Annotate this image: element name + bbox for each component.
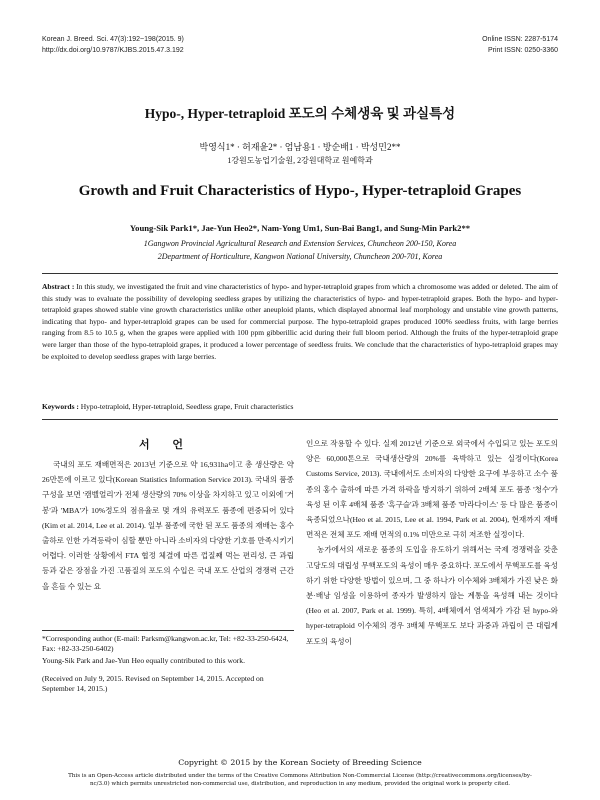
section-heading-introduction: 서 언 bbox=[138, 439, 193, 451]
intro-paragraph-1: 국내의 포도 재배면적은 2013년 기준으로 약 16,931ha이고 총 생산량은 약 26만톤에 이르고 있다(Korean Statistics Information Service 2013). 국내의 품종 구성을 보면 '캠벨얼리'가 전체 생산량의 70% 이상을 차지하고 있고 이외에 '거봉'과 'MBA'가 10%정도의 점유율로 몇 개의 유력포도 품종에 편중되어 있다(Kim et al. 2014, Lee et al. 2014). 일부 품종에 국한 된 포도 품종의 재배는 홍수출하로 인한 가격등락이 심할 뿐만 아니라 소비자의 다양한 기호를 만족시키기 어렵다. 이러한 상황에서 FTA 협정 체결에 따른 껍질째 먹는 편리성, 큰 과립 등과 같은 장점을 가진 고품질의 포도의 수입은 국내 포도 산업의 경쟁력 근간을 흔들 수 있는 요 bbox=[42, 460, 294, 591]
abstract-bottom-rule bbox=[42, 419, 558, 420]
english-authors: Young-Sik Park1*, Jae-Yun Heo2*, Nam-Yong Um1, Sun-Bai Bang1, and Sung-Min Park2** bbox=[129, 223, 471, 233]
footnote-rule bbox=[42, 630, 294, 631]
equal-contribution-note: Young-Sik Park and Jae-Yun Heo equally contributed to this work. bbox=[42, 656, 245, 665]
license-text: This is an Open-Access article distributed under the terms of the Creative Commons Attribution Non-Commercial License (http://creativecommons.org/licenses/by-nc/3.0) which permits unrestricted non-commercial use, distribution, and reproduction in any medium, provided the original work is properly cited. bbox=[68, 773, 532, 787]
keywords-label: Keywords : bbox=[42, 402, 79, 411]
received-dates-note: (Received on July 9, 2015. Revised on September 14, 2015. Accepted on September 14, 2015.) bbox=[42, 674, 264, 694]
print-issn: Print ISSN: 0250-3360 bbox=[487, 47, 558, 54]
abstract-block bbox=[42, 281, 558, 362]
intro-paragraph-2: 농가에서의 새로운 품종의 도입을 유도하기 위해서는 국제 경쟁력을 갖춘 고당도의 대립성 무핵포도의 육성이 매우 중요하다. 포도에서 무핵포도를 육성하기 위한 다양한 방법이 있으며, 그 중 하나가 이수체와 3배체가 가진 낮은 화분·배낭 임성을 이용하여 종자가 발생하지 않는 계통을 육성해 내는 것이다(Heo et al. 2007, Park et al. 1999). 특히, 4배체에서 염색체가 가감 된 hypo-와 hyper-tetraploid 이수체의 경우 3배체 무핵포도 보다 과중과 과립이 큰 대립계 포도의 육성이 bbox=[306, 545, 558, 646]
corresponding-author-note: *Corresponding author (E-mail: Parksm@kangwon.ac.kr, Tel: +82-33-250-6424, Fax: +82-33-250-6402) bbox=[42, 634, 289, 654]
english-affiliation-2: 2Department of Horticulture, Kangwon National University, Chuncheon 200-701, Korea bbox=[157, 252, 443, 261]
right-column bbox=[306, 436, 558, 649]
korean-title: Hypo-, Hyper-tetraploid 포도의 수체생육 및 과실특성 bbox=[144, 106, 456, 121]
intro-paragraph-1-continued: 인으로 작용할 수 있다. 실제 2012년 기준으로 외국에서 수입되고 있는 포도의 양은 60,000톤으로 국내생산량의 20%를 육박하고 있는 실정이다(Korea Customs Service, 2013). 국내에서도 소비자의 다양한 요구에 부응하고 소수 품종의 홍수 출하에 따른 가격 하락을 방지하기 위하여 2배체 포도 품종 '청수'가 육성 된 이후 4배체 품종 '흑구슬'과 3배체 품종 '마라다이스' 등 다 많은 품종이 육종되었으나(Heo et al. 2015, Lee et al. 1994, Park et al. 2004), 현재까지 재배면적은 전체 포도 재배 면적의 0.1% 미만으로 극히 저조한 실정이다. bbox=[306, 439, 558, 540]
journal-citation: Korean J. Breed. Sci. 47(3):192~198(2015. 9) bbox=[42, 36, 184, 43]
doi-link[interactable]: http://dx.doi.org/10.9787/KJBS.2015.47.3.192 bbox=[42, 47, 184, 54]
abstract-text: In this study, we investigated the fruit and vine characteristics of hypo- and hyper-tetraploid grapes from which a chromosome was added or deleted. The aim of this study was to evaluate the possibility of developing seedless grapes by utilizing the characteristics of hypo- and hyper-tetraploid grapes. Both the hypo- and hyper-tetraploid grapes showed stable vine growth characteristics unlike other aneuploid plants, which displayed abnormal leaf morphology and unstable vine growth patterns, indicating that hypo- and hyper-tetraploid grapes can be used for commercial purpose. The hypo-tetraploid grapes produced 100% seedless fruits, with large berries ranging from 8.5 to 10.5 g, when the grapes were applied with 100 ppm gibberillic acid during their full bloom period. Although the fruits of the hyper-tetraploid grape were larger than those of the hypo-tetraploid grapes, it produced a lower percentage of seedless fruits. We conclude that the characteristics of hypo-tetraploid grapes may be exploited to develop seedless grapes with large berries. bbox=[42, 282, 559, 361]
keywords-block bbox=[42, 402, 558, 411]
english-affiliation-1: 1Gangwon Provincial Agricultural Research and Extension Services, Chuncheon 200-150, Korea bbox=[143, 239, 457, 248]
korean-affiliations: 1강원도농업기술원, 2강원대학교 원예학과 bbox=[227, 156, 373, 165]
abstract-top-rule bbox=[42, 273, 558, 274]
left-column bbox=[42, 457, 294, 594]
copyright-line: Copyright © 2015 by the Korean Society of Breeding Science bbox=[178, 758, 422, 767]
online-issn: Online ISSN: 2287-5174 bbox=[482, 36, 558, 43]
english-title: Growth and Fruit Characteristics of Hypo-, Hyper-tetraploid Grapes bbox=[78, 183, 522, 199]
abstract-label: Abstract : bbox=[42, 282, 75, 291]
keywords-text: Hypo-tetraploid, Hyper-tetraploid, Seedless grape, Fruit characteristics bbox=[80, 402, 294, 411]
korean-authors: 박영식1* · 허재윤2* · 엄남용1 · 방순배1 · 박성민2** bbox=[199, 142, 401, 152]
